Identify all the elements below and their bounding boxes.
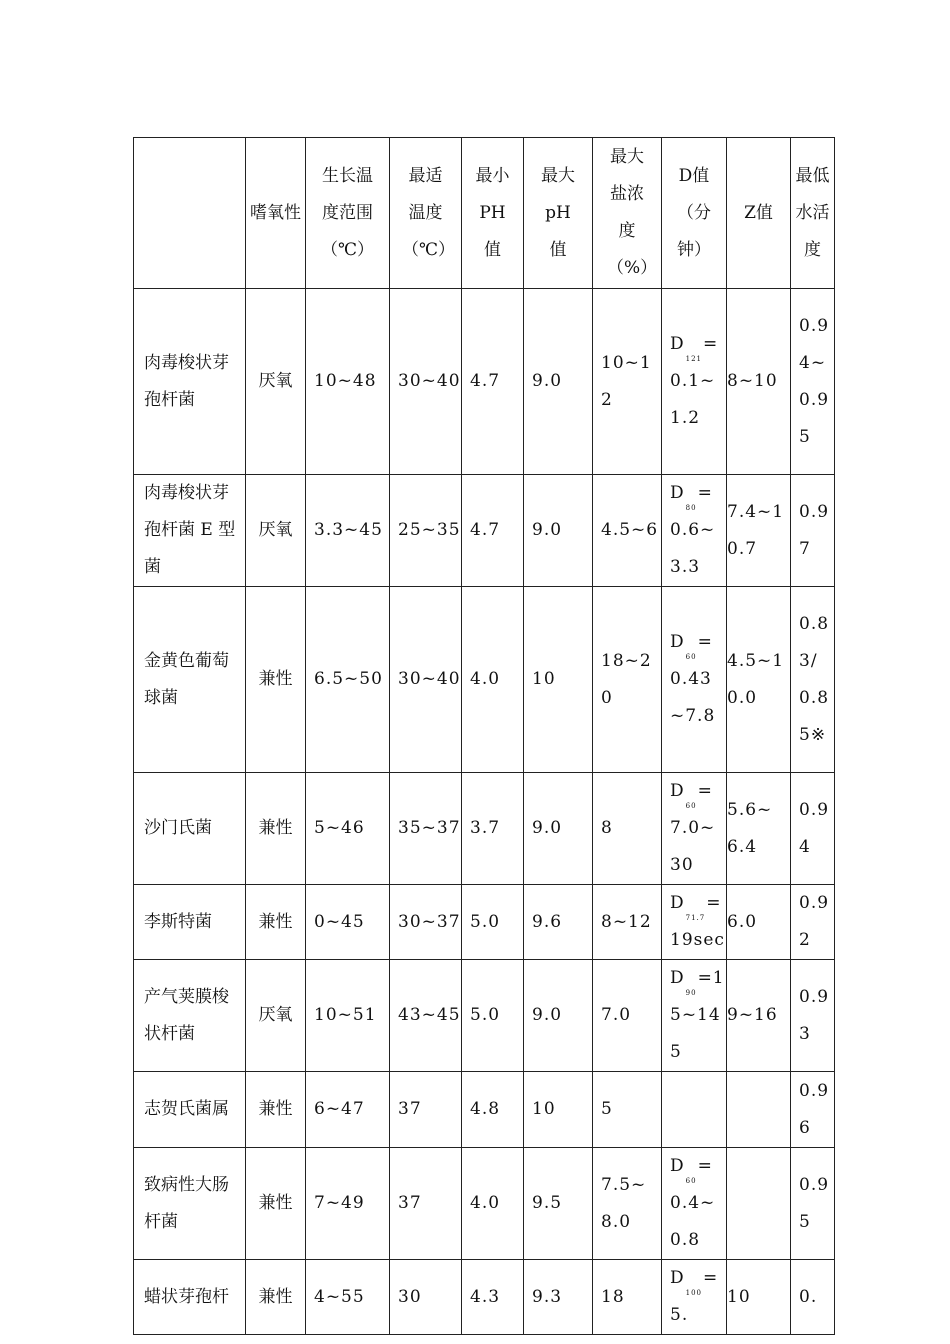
salt-cell: 18	[593, 1260, 662, 1335]
water-activity-cell: 0.83/0.85※	[791, 587, 835, 773]
d-value-cell	[662, 1260, 727, 1335]
table-row	[134, 1148, 835, 1260]
d-value-subscript: 90	[685, 989, 697, 997]
d-value-symbol: D	[670, 1268, 685, 1288]
d-value-symbol: D	[670, 893, 685, 913]
ph-min-cell: 4.7	[462, 475, 524, 587]
ph-max-cell: 9.6	[524, 885, 593, 960]
water-activity-cell: 0.97	[791, 475, 835, 587]
d-value-symbol: D	[670, 483, 685, 503]
ph-max-cell: 9.0	[524, 773, 593, 885]
growth-range-cell: 3.3~45	[306, 475, 390, 587]
ph-min-cell: 3.7	[462, 773, 524, 885]
oxygen-cell: 厌氧	[246, 960, 306, 1072]
salt-cell: 8~12	[593, 885, 662, 960]
optimal-temp-cell: 30~40	[390, 587, 462, 773]
salt-cell: 7.5~8.0	[593, 1148, 662, 1260]
z-value-cell: 6.0	[727, 885, 791, 960]
header-cell: 生长温度范围（℃）	[306, 138, 390, 289]
water-activity-cell: 0.96	[791, 1072, 835, 1148]
oxygen-cell: 兼性	[246, 1072, 306, 1148]
organism-name-cell: 蜡状芽孢杆	[134, 1260, 246, 1335]
d-value-symbol: D	[670, 781, 685, 801]
header-cell: D值（分钟）	[662, 138, 727, 289]
water-activity-cell: 0.92	[791, 885, 835, 960]
d-value-number: =0.6~3.3	[670, 483, 716, 577]
table-row	[134, 289, 835, 475]
organism-name-cell: 志贺氏菌属	[134, 1072, 246, 1148]
d-value-subscript: 60	[685, 1177, 697, 1185]
growth-range-cell: 7~49	[306, 1148, 390, 1260]
organism-name-cell: 肉毒梭状芽孢杆菌	[134, 289, 246, 475]
d-value-number: =5.	[670, 1268, 719, 1325]
d-value-subscript: 60	[685, 802, 697, 810]
d-value-symbol: D	[670, 334, 685, 354]
water-activity-cell: 0.94	[791, 773, 835, 885]
d-value-subscript: 60	[685, 653, 697, 661]
organism-name-cell: 产气荚膜梭状杆菌	[134, 960, 246, 1072]
ph-max-cell: 9.0	[524, 475, 593, 587]
organism-name-cell: 致病性大肠杆菌	[134, 1148, 246, 1260]
table-row	[134, 960, 835, 1072]
d-value-subscript: 100	[685, 1289, 703, 1297]
ph-min-cell: 4.0	[462, 1148, 524, 1260]
ph-max-cell: 10	[524, 1072, 593, 1148]
growth-range-cell: 4~55	[306, 1260, 390, 1335]
header-cell: 最适温度（℃）	[390, 138, 462, 289]
d-value-symbol: D	[670, 632, 685, 652]
oxygen-cell: 厌氧	[246, 475, 306, 587]
table-row	[134, 1260, 835, 1335]
ph-max-cell: 9.5	[524, 1148, 593, 1260]
water-activity-cell: 0.93	[791, 960, 835, 1072]
oxygen-cell: 厌氧	[246, 289, 306, 475]
d-value-symbol: D	[670, 968, 685, 988]
z-value-cell: 9~16	[727, 960, 791, 1072]
salt-cell: 18~20	[593, 587, 662, 773]
d-value-subscript: 71.7	[685, 914, 706, 922]
organism-name-cell: 金黄色葡萄球菌	[134, 587, 246, 773]
oxygen-cell: 兼性	[246, 1148, 306, 1260]
organism-name-cell: 沙门氏菌	[134, 773, 246, 885]
z-value-cell: 4.5~10.0	[727, 587, 791, 773]
ph-min-cell: 4.7	[462, 289, 524, 475]
salt-cell: 8	[593, 773, 662, 885]
optimal-temp-cell: 30~40	[390, 289, 462, 475]
z-value-cell: 5.6~6.4	[727, 773, 791, 885]
optimal-temp-cell: 30~37	[390, 885, 462, 960]
oxygen-cell: 兼性	[246, 773, 306, 885]
ph-max-cell: 9.3	[524, 1260, 593, 1335]
z-value-cell: 7.4~10.7	[727, 475, 791, 587]
growth-range-cell: 10~48	[306, 289, 390, 475]
optimal-temp-cell: 43~45	[390, 960, 462, 1072]
growth-range-cell: 0~45	[306, 885, 390, 960]
d-value-cell	[662, 289, 727, 475]
organism-name-cell: 肉毒梭状芽孢杆菌 E 型菌	[134, 475, 246, 587]
optimal-temp-cell: 30	[390, 1260, 462, 1335]
growth-range-cell: 6~47	[306, 1072, 390, 1148]
table-row	[134, 885, 835, 960]
growth-range-cell: 5~46	[306, 773, 390, 885]
d-value-cell	[662, 885, 727, 960]
z-value-cell: 10	[727, 1260, 791, 1335]
d-value-cell	[662, 773, 727, 885]
organism-name-cell: 李斯特菌	[134, 885, 246, 960]
header-cell: 最大pH值	[524, 138, 593, 289]
ph-min-cell: 4.3	[462, 1260, 524, 1335]
z-value-cell	[727, 1072, 791, 1148]
d-value-number: =15~145	[670, 968, 725, 1062]
water-activity-cell: 0.	[791, 1260, 835, 1335]
d-value-number: =0.1~1.2	[670, 334, 719, 428]
oxygen-cell: 兼性	[246, 587, 306, 773]
ph-min-cell: 5.0	[462, 885, 524, 960]
oxygen-cell: 兼性	[246, 885, 306, 960]
optimal-temp-cell: 37	[390, 1148, 462, 1260]
z-value-cell	[727, 1148, 791, 1260]
table-row	[134, 773, 835, 885]
d-value-number: =7.0~30	[670, 781, 716, 875]
water-activity-cell: 0.95	[791, 1148, 835, 1260]
oxygen-cell: 兼性	[246, 1260, 306, 1335]
ph-min-cell: 4.0	[462, 587, 524, 773]
d-value-cell	[662, 1072, 727, 1148]
header-cell: 嗜氧性	[246, 138, 306, 289]
d-value-number: =0.43~7.8	[670, 632, 716, 726]
d-value-symbol: D	[670, 1156, 685, 1176]
optimal-temp-cell: 35~37	[390, 773, 462, 885]
salt-cell: 10~12	[593, 289, 662, 475]
d-value-cell	[662, 475, 727, 587]
growth-range-cell: 10~51	[306, 960, 390, 1072]
header-cell: 最小PH值	[462, 138, 524, 289]
header-cell: 最低水活度	[791, 138, 835, 289]
d-value-subscript: 121	[685, 355, 703, 363]
growth-range-cell: 6.5~50	[306, 587, 390, 773]
ph-max-cell: 9.0	[524, 960, 593, 1072]
table-row	[134, 475, 835, 587]
table-row	[134, 587, 835, 773]
z-value-cell: 8~10	[727, 289, 791, 475]
d-value-number: =0.4~0.8	[670, 1156, 716, 1250]
header-cell: 最大盐浓度（%）	[593, 138, 662, 289]
d-value-cell	[662, 587, 727, 773]
d-value-cell	[662, 960, 727, 1072]
salt-cell: 7.0	[593, 960, 662, 1072]
ph-min-cell: 4.8	[462, 1072, 524, 1148]
optimal-temp-cell: 37	[390, 1072, 462, 1148]
header-cell: Z值	[727, 138, 791, 289]
salt-cell: 5	[593, 1072, 662, 1148]
d-value-number: =19sec	[670, 893, 725, 950]
water-activity-cell: 0.94~0.95	[791, 289, 835, 475]
salt-cell: 4.5~6	[593, 475, 662, 587]
d-value-cell	[662, 1148, 727, 1260]
ph-max-cell: 10	[524, 587, 593, 773]
d-value-subscript: 80	[685, 504, 697, 512]
header-row	[134, 138, 835, 289]
table-row	[134, 1072, 835, 1148]
optimal-temp-cell: 25~35	[390, 475, 462, 587]
ph-max-cell: 9.0	[524, 289, 593, 475]
header-cell	[134, 138, 246, 289]
ph-min-cell: 5.0	[462, 960, 524, 1072]
microbe-table	[133, 137, 835, 1335]
